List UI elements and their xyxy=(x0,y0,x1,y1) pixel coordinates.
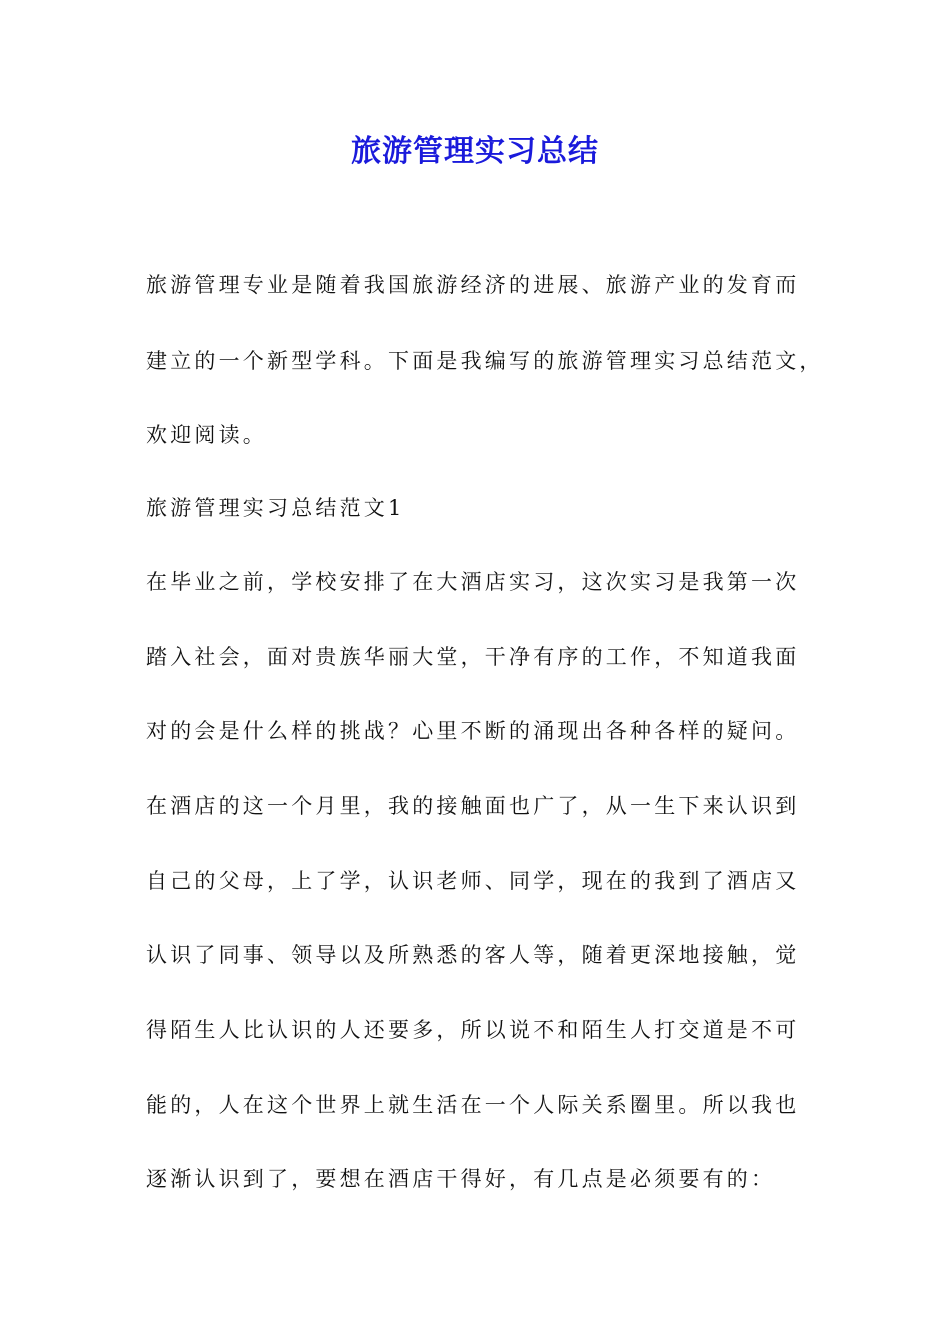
paragraph-line: 在酒店的这一个月里，我的接触面也广了，从一生下来认识到 xyxy=(146,794,800,818)
paragraph-line: 自己的父母，上了学，认识老师、同学，现在的我到了酒店又 xyxy=(146,869,800,893)
paragraph-line: 旅游管理专业是随着我国旅游经济的进展、旅游产业的发育而 xyxy=(146,273,800,297)
paragraph-line: 欢迎阅读。 xyxy=(146,423,267,447)
paragraph-line: 踏入社会，面对贵族华丽大堂，干净有序的工作，不知道我面 xyxy=(146,645,800,669)
section-heading: 旅游管理实习总结范文1 xyxy=(146,496,405,520)
page-title: 旅游管理实习总结 xyxy=(351,134,599,169)
paragraph-line: 认识了同事、领导以及所熟悉的客人等，随着更深地接触，觉 xyxy=(146,943,800,967)
paragraph-line: 建立的一个新型学科。下面是我编写的旅游管理实习总结范文， xyxy=(146,349,824,373)
paragraph-line: 在毕业之前，学校安排了在大酒店实习，这次实习是我第一次 xyxy=(146,570,800,594)
paragraph-line: 得陌生人比认识的人还要多，所以说不和陌生人打交道是不可 xyxy=(146,1018,800,1042)
paragraph-line: 对的会是什么样的挑战？心里不断的涌现出各种各样的疑问。 xyxy=(146,719,800,743)
paragraph-line: 能的，人在这个世界上就生活在一个人际关系圈里。所以我也 xyxy=(146,1093,800,1117)
paragraph-line: 逐渐认识到了，要想在酒店干得好，有几点是必须要有的： xyxy=(146,1167,776,1191)
